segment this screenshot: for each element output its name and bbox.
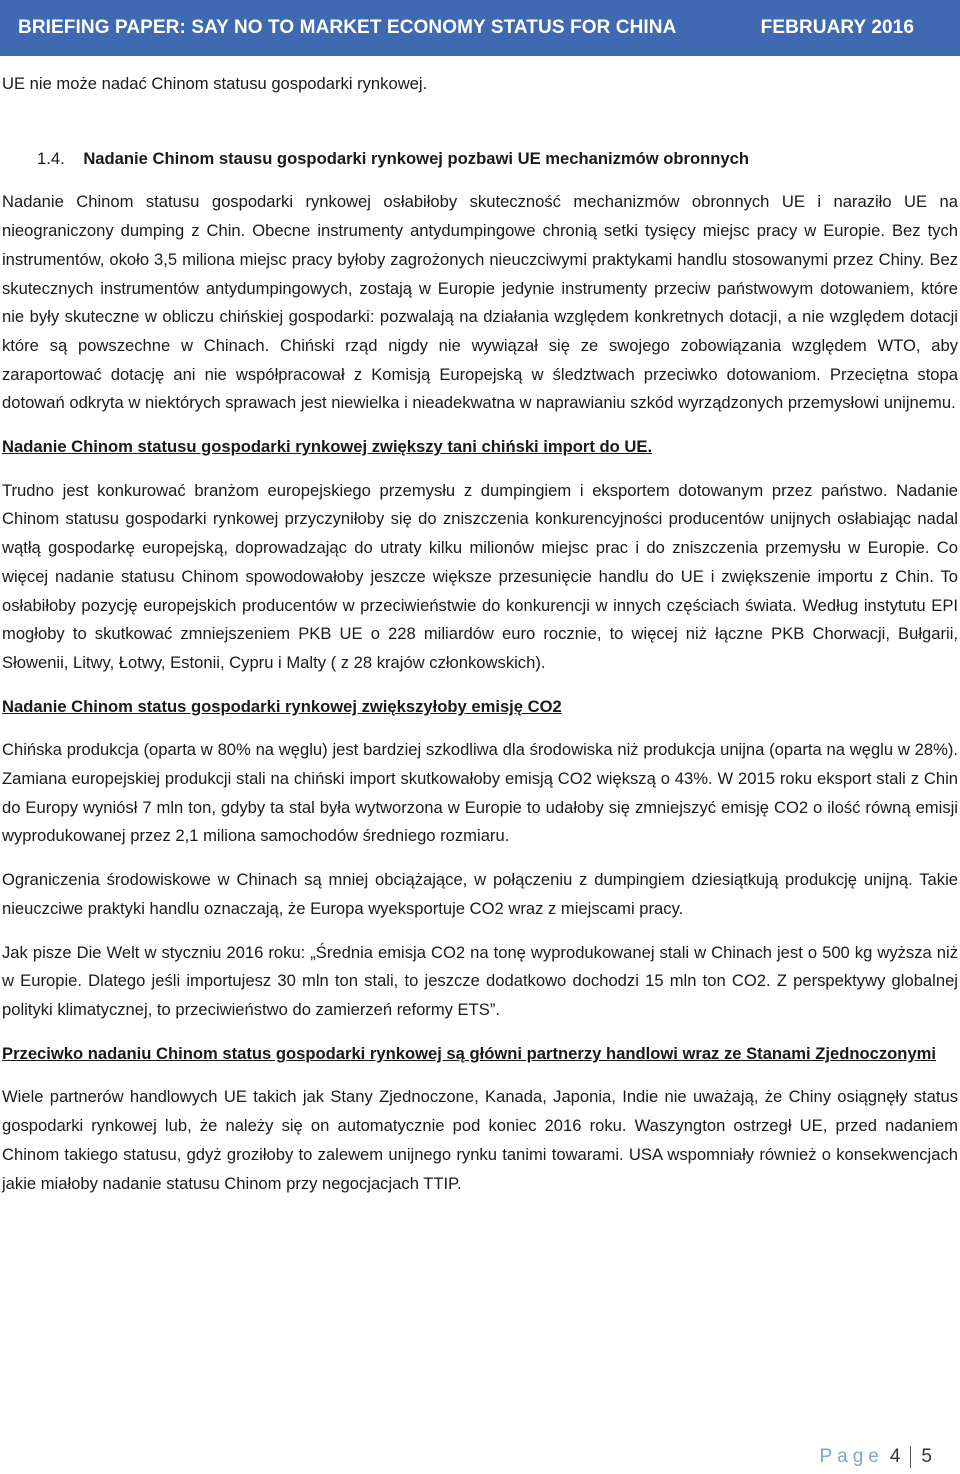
- paragraph-environmental-limits: Ograniczenia środowiskowe w Chinach są mniej obciążające, w połączeniu z dumpingiem dziesiątkują produkcję unijną. Takie nieuczciwe praktyki handlu oznaczają, że Europa wyeksportuje CO2 wraz z miejscami pracy.: [2, 870, 958, 918]
- paragraph-chinese-production: Chińska produkcja (oparta w 80% na węglu) jest bardziej szkodliwa dla środowiska niż produkcja unijna (oparta na węglu w 28%). Zamiana europejskiej produkcji stali na chiński import skutkowałoby emisją CO2 większą o 43%. W 2015 roku eksport stali z Chin do Europy wyniósł 7 mln ton, gdyby ta stal była wytworzona w Europie to udałoby się zmniejszyć emisję CO2 o ilość równą emisji wyprodukowanej przez 2,1 miliona samochodów średniego rozmiaru.: [2, 740, 958, 846]
- page-separator: [910, 1446, 911, 1468]
- paragraph-trade-partners: Wiele partnerów handlowych UE takich jak Stany Zjednoczone, Kanada, Japonia, Indie nie uważają, że Chiny osiągnęły status gospodarki rynkowej lub, że należy się on automatycznie pod koniec 2016 roku. Waszyngton ostrzegł UE, przed nadaniem Chinom takiego statusu, gdyż groziłoby to zalewem unijnego rynku tanimi towarami. USA wspomniały również o konsekwencjach jakie miałoby nadanie statusu Chinom przy negocjacjach TTIP.: [2, 1087, 958, 1193]
- heading-trade-partners: Przeciwko nadaniu Chinom status gospodarki rynkowej są główni partnerzy handlowi wraz ze Stanami Zjednoczonymi: [2, 1043, 937, 1063]
- page-label: Page: [819, 1446, 884, 1467]
- section-title: Nadanie Chinom stausu gospodarki rynkowej pozbawi UE mechanizmów obronnych: [83, 148, 750, 168]
- document-body: [2, 70, 958, 1198]
- paragraph-defense-mechanisms: Nadanie Chinom statusu gospodarki rynkowej osłabiłoby skuteczność mechanizmów obronnych UE i naraziło UE na nieograniczony dumping z Chin. Obecne instrumenty antydumpingowe chronią setki tysięcy miejsc pracy w Europie. Bez tych instrumentów, około 3,5 miliona miejsc pracy byłoby zagrożonych nieuczciwymi praktykami handlu stosowanymi przez Chiny. Bez skutecznych instrumentów antydumpingowych, zostają w Europie jedynie instrumenty przeciw państwowym dotowaniem, które nie były skuteczne w obliczu chińskiej gospodarki: pozwalają na działania względem konkretnych dotacji, a nie względem dotacji które są powszechne w Chinach. Chiński rząd nigdy nie wywiązał się ze swojego zobowiązania względem WTO, aby zaraportować dotację ani nie współpracował z Komisją Europejską w śledztwach przeciwko dotowaniom. Przeciętna stopa dotowań odkryta w niektórych sprawach jest niewielka i nieadekwatna w naprawianiu szkód wyrządzonych przemysłowi unijnemu.: [2, 192, 958, 413]
- header-date: FEBRUARY 2016: [760, 17, 914, 38]
- page-total: 5: [921, 1446, 932, 1467]
- paragraph-die-welt-quote: Jak pisze Die Welt w styczniu 2016 roku: „Średnia emisja CO2 na tonę wyprodukowanej stali w Chinach jest o 500 kg wyższa niż w Europie. Dlatego jeśli importujesz 30 mln ton stali, to jeszcze dodatkowo dochodzi 15 mln ton CO2. Z perspektywy globalnej polityki klimatycznej, to przeciwieństwo do zamierzeń reformy ETS”.: [2, 942, 958, 1019]
- page-number: 4: [889, 1446, 901, 1467]
- paragraph-competition: Trudno jest konkurować branżom europejskiego przemysłu z dumpingiem i eksportem dotowanym przez państwo. Nadanie Chinom statusu gospodarki rynkowej przyczyniłoby się do zniszczenia konkurencyjności producentów unijnych osłabiając nadal wątłą gospodarkę europejską, doprowadzając do utraty kilku milionów miejsc prac i do zniszczenia przemysłu w Europie. Co więcej nadanie statusu Chinom spowodowałoby jeszcze większe przesunięcie handlu do UE i zwiększenie importu z Chin. To osłabiłoby pozycję europejskich producentów w przeciwieństwie do konkurencji w innych częściach świata. Według instytutu EPI mogłoby to skutkować zmniejszeniem PKB UE o 228 miliardów euro rocznie, to więcej niż łączne PKB Chorwacji, Bułgarii, Słowenii, Litwy, Łotwy, Estonii, Cypru i Malty ( z 28 krajów członkowskich).: [2, 480, 958, 672]
- intro-text: UE nie może nadać Chinom statusu gospodarki rynkowej.: [2, 74, 428, 93]
- heading-cheap-imports: Nadanie Chinom statusu gospodarki rynkowej zwiększy tani chiński import do UE.: [2, 437, 653, 457]
- section-heading: [2, 145, 958, 174]
- page-footer: [819, 1446, 932, 1468]
- header-bar: [0, 0, 960, 56]
- header-title: BRIEFING PAPER: SAY NO TO MARKET ECONOMY STATUS FOR CHINA: [18, 17, 677, 38]
- heading-co2-emission: Nadanie Chinom status gospodarki rynkowej zwiększyłoby emisję CO2: [2, 696, 562, 716]
- section-number: 1.4.: [37, 148, 65, 168]
